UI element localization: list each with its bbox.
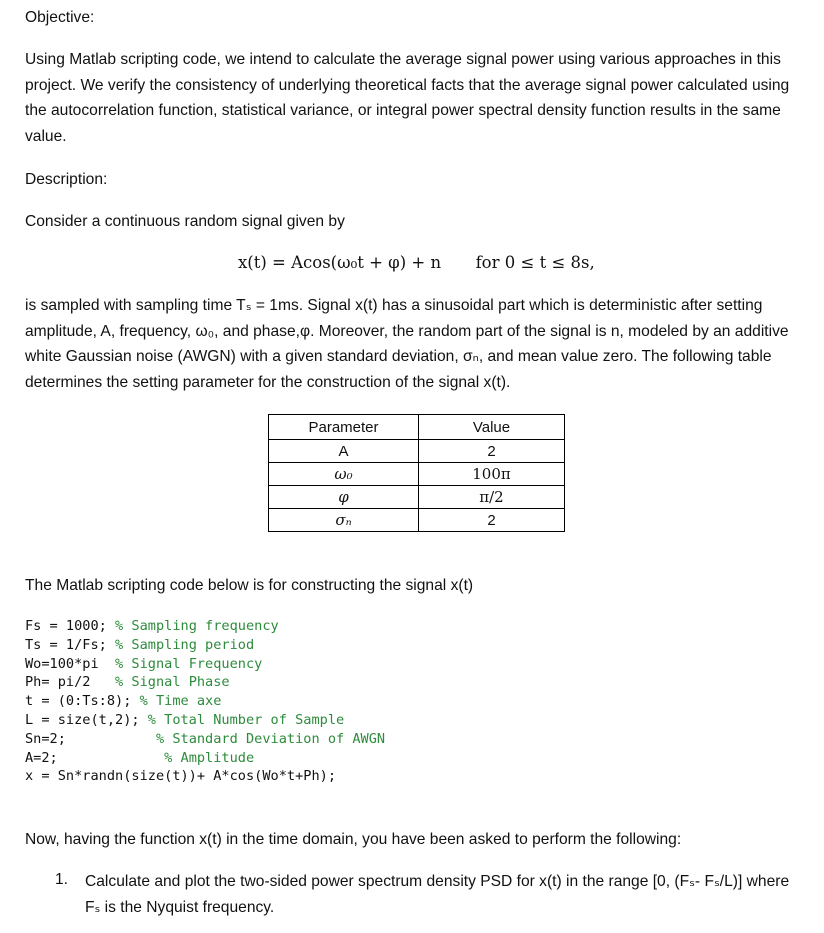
value-cell: 100π: [419, 463, 565, 486]
value-cell: 2: [419, 509, 565, 532]
task-number: 1.: [55, 871, 69, 888]
header-value: Value: [419, 415, 565, 440]
param-cell: A: [269, 440, 419, 463]
code-line: Fs = 1000; % Sampling frequency: [25, 618, 279, 634]
code-line: t = (0:Ts:8); % Time axe: [25, 693, 222, 710]
param-cell: σₙ: [269, 509, 419, 532]
table-row: [269, 486, 565, 509]
code-intro: The Matlab scripting code below is for constructing the signal x(t): [25, 577, 474, 594]
code-line: Ph= pi/2 % Signal Phase: [25, 674, 230, 691]
parameter-table: [268, 414, 565, 532]
code-line: L = size(t,2); % Total Number of Sample: [25, 711, 345, 728]
table-row: [269, 440, 565, 463]
header-parameter: Parameter: [269, 415, 419, 440]
param-cell: φ: [269, 486, 419, 509]
code-line: Sn=2; % Standard Deviation of AWGN: [25, 730, 386, 747]
table-row: [269, 463, 565, 486]
value-cell: 2: [419, 440, 565, 463]
task-text: Calculate and plot the two-sided power spectrum density PSD for x(t) in the range [0, (Fₛ- Fₛ/L)] where Fₛ is the Nyquist frequency.: [85, 873, 790, 916]
equation-range: for 0 ≤ t ≤ 8s,: [475, 253, 595, 272]
objective-paragraph: Using Matlab scripting code, we intend to calculate the average signal power using various approaches in this project. We verify the consistency of underlying theoretical facts that the average signal power calculated using the autocorrelation function, statistical variance, or integral power spectral density function results in the same value.: [25, 51, 790, 145]
task-intro: Now, having the function x(t) in the time domain, you have been asked to perform the following:: [25, 831, 682, 848]
signal-equation: [238, 253, 595, 272]
table-header-row: [269, 415, 565, 440]
code-line: Ts = 1/Fs; % Sampling period: [25, 636, 255, 653]
param-cell: ω₀: [269, 463, 419, 486]
objective-heading: Objective:: [25, 9, 95, 26]
value-cell: π/2: [419, 486, 565, 509]
matlab-code-block: [25, 617, 385, 786]
code-line: A=2; % Amplitude: [25, 749, 255, 766]
table-row: [269, 509, 565, 532]
equation-lhs: x(t) = Acos(ω₀t + φ) + n: [238, 253, 442, 272]
sampled-paragraph: is sampled with sampling time Tₛ = 1ms. Signal x(t) has a sinusoidal part which is deterministic after setting amplitude, A, frequency, ω₀, and phase,φ. Moreover, the random part of the signal is n, modeled by an additive white Gaussian noise (AWGN) with a given standard deviation, σₙ, and mean value zero. The following table determines the setting parameter for the construction of the signal x(t).: [25, 297, 789, 391]
code-line: x = Sn*randn(size(t))+ A*cos(Wo*t+Ph);: [25, 768, 336, 785]
code-line: Wo=100*pi % Signal Frequency: [25, 655, 263, 672]
consider-text: Consider a continuous random signal given by: [25, 213, 345, 230]
description-heading: Description:: [25, 171, 108, 188]
